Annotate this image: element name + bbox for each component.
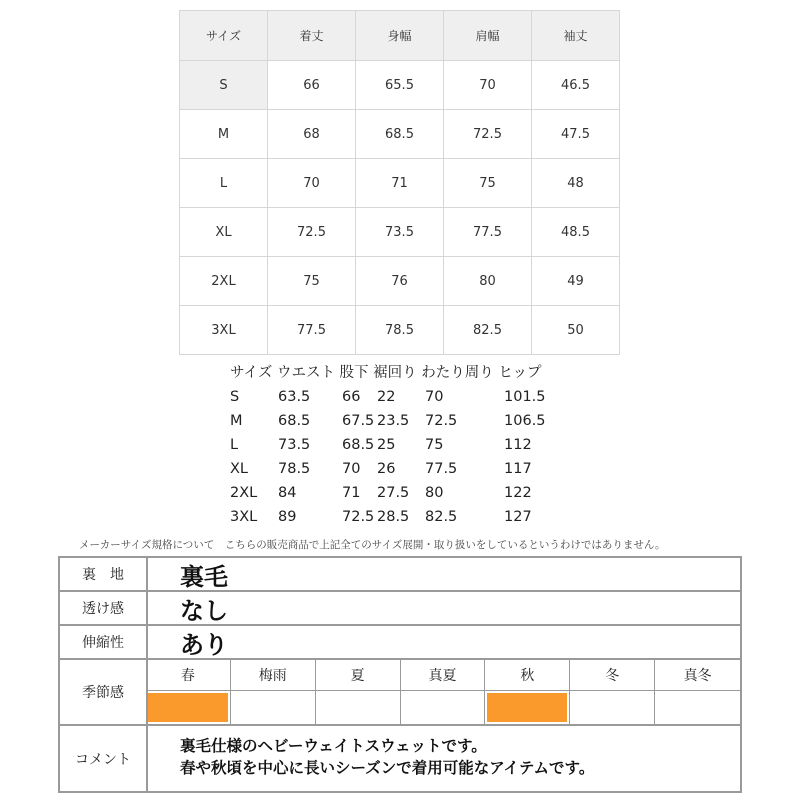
pants-header-text: サイズ ウエスト 股下 裾回り わたり周り ヒップ xyxy=(230,365,542,381)
top-table-row xyxy=(180,110,620,159)
top-table-value-cell: 72.5 xyxy=(268,208,356,257)
sheerness-value: なし xyxy=(180,596,228,625)
top-table-header-cell: 袖丈 xyxy=(532,11,620,61)
pants-value-cell: 63.5 xyxy=(278,389,311,405)
top-table-value-cell: 47.5 xyxy=(532,110,620,159)
top-table-value-cell: 75 xyxy=(444,159,532,208)
top-table-value-cell: 46.5 xyxy=(532,61,620,110)
top-table-value-cell: 71 xyxy=(356,159,444,208)
top-table-value-cell: 73.5 xyxy=(356,208,444,257)
top-table-size-cell: XL xyxy=(180,208,268,257)
top-table-value-cell: 68.5 xyxy=(356,110,444,159)
pants-value-cell: 67.5 xyxy=(342,413,375,429)
season-marker-empty xyxy=(401,691,486,724)
season-name-0: 春 xyxy=(146,660,231,691)
top-table-value-cell: 70 xyxy=(268,159,356,208)
top-table-value-cell: 75 xyxy=(268,257,356,306)
pants-value-cell: 72.5 xyxy=(425,413,458,429)
pants-value-cell: 25 xyxy=(377,437,396,453)
pants-size-cell: L xyxy=(230,437,239,453)
pants-value-cell: 106.5 xyxy=(504,413,546,429)
comment-text xyxy=(180,735,594,779)
pants-value-cell: 22 xyxy=(377,389,396,405)
top-table-size-cell: S xyxy=(180,61,268,110)
top-table-value-cell: 48.5 xyxy=(532,208,620,257)
top-table-header-cell: サイズ xyxy=(180,11,268,61)
top-table-value-cell: 48 xyxy=(532,159,620,208)
pants-value-cell: 71 xyxy=(342,485,361,501)
top-table-header-cell: 着丈 xyxy=(268,11,356,61)
top-table-header-cell: 肩幅 xyxy=(444,11,532,61)
pants-size-cell: M xyxy=(230,413,243,429)
pants-value-cell: 77.5 xyxy=(425,461,458,477)
season-marker-empty xyxy=(231,691,316,724)
pants-value-cell: 84 xyxy=(278,485,297,501)
season-marker-empty xyxy=(570,691,655,724)
lining-label: 裏 地 xyxy=(60,558,148,590)
pants-value-cell: 66 xyxy=(342,389,361,405)
season-name-5: 冬 xyxy=(570,660,655,691)
season-label: 季節感 xyxy=(60,660,148,724)
season-name-2: 夏 xyxy=(316,660,401,691)
top-table-row xyxy=(180,208,620,257)
pants-size-cell: 2XL xyxy=(230,485,258,501)
season-grid xyxy=(146,660,740,724)
pants-value-cell: 26 xyxy=(377,461,396,477)
top-table-value-cell: 65.5 xyxy=(356,61,444,110)
top-table-value-cell: 82.5 xyxy=(444,306,532,355)
pants-value-cell: 112 xyxy=(504,437,532,453)
lining-row xyxy=(60,558,740,592)
comment-row xyxy=(60,726,740,791)
pants-value-cell: 68.5 xyxy=(342,437,375,453)
top-table-value-cell: 80 xyxy=(444,257,532,306)
top-table-row xyxy=(180,61,620,110)
season-marker-active xyxy=(485,691,570,724)
pants-value-cell: 72.5 xyxy=(342,509,375,525)
comment-line-2: 春や秋頃を中心に長いシーズンで着用可能なアイテムです。 xyxy=(180,759,595,777)
pants-value-cell: 70 xyxy=(425,389,444,405)
pants-value-cell: 89 xyxy=(278,509,297,525)
size-note: メーカーサイズ規格について こちらの販売商品で上記全てのサイズ展開・取り扱いをしているというわけではありません。 xyxy=(79,539,666,551)
pants-value-cell: 70 xyxy=(342,461,361,477)
season-name-1: 梅雨 xyxy=(231,660,316,691)
top-table-header-row xyxy=(180,11,620,61)
season-name-6: 真冬 xyxy=(655,660,740,691)
pants-table-rows xyxy=(230,385,546,529)
pants-table-row xyxy=(230,409,546,433)
top-table-value-cell: 76 xyxy=(356,257,444,306)
pants-table-row xyxy=(230,481,541,505)
season-row xyxy=(60,660,740,726)
top-table-size-cell: M xyxy=(180,110,268,159)
comment-line-1: 裏毛仕様のヘビーウェイトスウェットです。 xyxy=(180,737,487,755)
pants-value-cell: 78.5 xyxy=(278,461,311,477)
pants-value-cell: 68.5 xyxy=(278,413,311,429)
top-table-row xyxy=(180,306,620,355)
pants-value-cell: 117 xyxy=(504,461,532,477)
top-table-value-cell: 49 xyxy=(532,257,620,306)
pants-table-header xyxy=(230,361,541,385)
pants-table-row xyxy=(230,385,546,409)
season-marker-empty xyxy=(655,691,740,724)
top-table-value-cell: 68 xyxy=(268,110,356,159)
pants-table-row xyxy=(230,505,541,529)
comment-label: コメント xyxy=(60,726,148,791)
pants-size-cell: S xyxy=(230,389,240,405)
top-table-size-cell: 3XL xyxy=(180,306,268,355)
season-marker-empty xyxy=(316,691,401,724)
season-name-4: 秋 xyxy=(485,660,570,691)
stretch-value: あり xyxy=(180,630,228,659)
top-table-header-cell: 身幅 xyxy=(356,11,444,61)
top-table-value-cell: 70 xyxy=(444,61,532,110)
stretch-row xyxy=(60,626,740,660)
pants-value-cell: 73.5 xyxy=(278,437,311,453)
season-marker-active xyxy=(146,691,231,724)
lining-value: 裏毛 xyxy=(180,562,228,591)
top-table-value-cell: 77.5 xyxy=(268,306,356,355)
top-table-size-cell: 2XL xyxy=(180,257,268,306)
pants-size-cell: XL xyxy=(230,461,249,477)
top-table-size-cell: L xyxy=(180,159,268,208)
top-table-value-cell: 78.5 xyxy=(356,306,444,355)
pants-value-cell: 27.5 xyxy=(377,485,410,501)
top-table-row xyxy=(180,159,620,208)
pants-size-table xyxy=(230,361,546,529)
top-size-table-body xyxy=(180,11,620,355)
pants-value-cell: 122 xyxy=(504,485,532,501)
pants-value-cell: 82.5 xyxy=(425,509,458,525)
pants-value-cell: 23.5 xyxy=(377,413,410,429)
top-table-row xyxy=(180,257,620,306)
top-table-value-cell: 77.5 xyxy=(444,208,532,257)
product-properties-box xyxy=(58,556,742,793)
pants-size-cell: 3XL xyxy=(230,509,258,525)
pants-value-cell: 28.5 xyxy=(377,509,410,525)
sheerness-row xyxy=(60,592,740,626)
pants-table-row xyxy=(230,433,541,457)
sheerness-label: 透け感 xyxy=(60,592,148,624)
stretch-label: 伸縮性 xyxy=(60,626,148,658)
season-name-3: 真夏 xyxy=(401,660,486,691)
top-table-value-cell: 66 xyxy=(268,61,356,110)
top-table-value-cell: 72.5 xyxy=(444,110,532,159)
pants-value-cell: 101.5 xyxy=(504,389,546,405)
top-table-value-cell: 50 xyxy=(532,306,620,355)
pants-value-cell: 127 xyxy=(504,509,532,525)
pants-value-cell: 75 xyxy=(425,437,444,453)
top-size-table xyxy=(179,10,620,355)
pants-table-row xyxy=(230,457,541,481)
pants-value-cell: 80 xyxy=(425,485,444,501)
